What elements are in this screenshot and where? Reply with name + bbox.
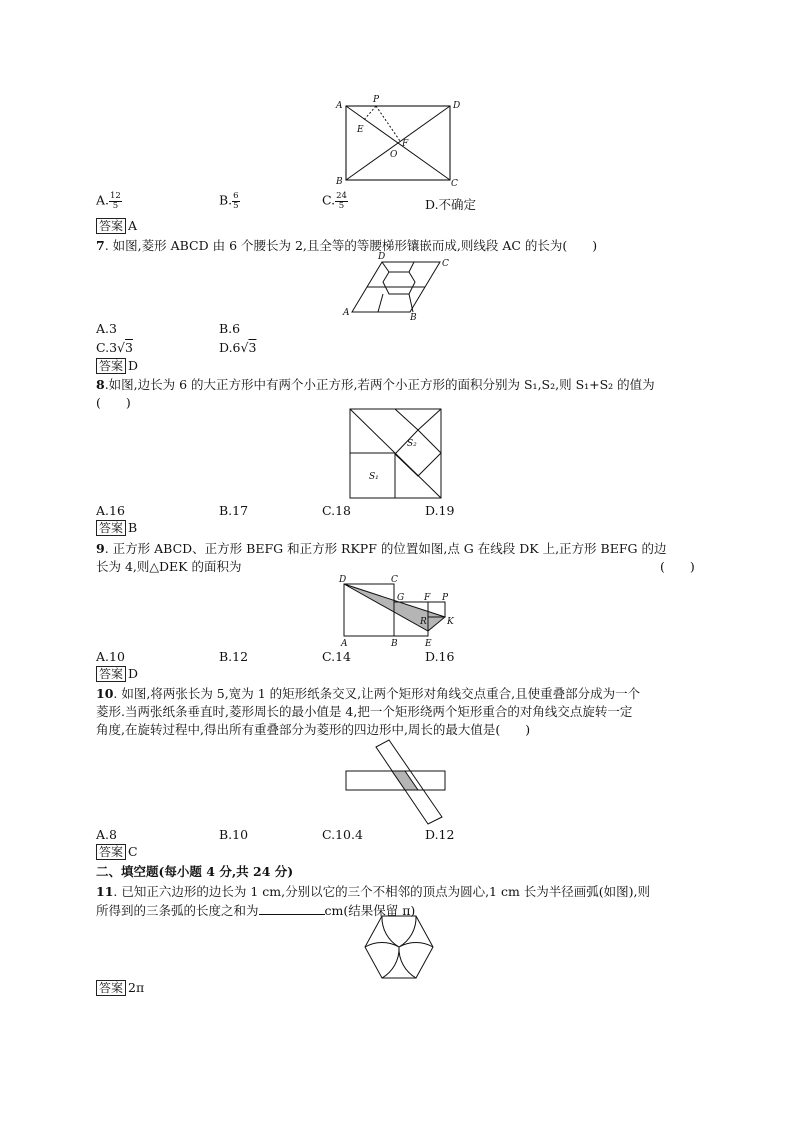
- q10-answer: 答案 C: [96, 844, 138, 859]
- answer-label: 答案: [96, 520, 126, 536]
- q11-stem: 11. 已知正六边形的边长为 1 cm,分别以它的三个不相邻的顶点为圆心,1 cm 长为半径画弧(如图),则: [96, 884, 651, 899]
- q8-figure: [349, 408, 444, 500]
- q7-option-b[interactable]: B.6: [219, 321, 241, 336]
- q7-option-c[interactable]: C.3√3: [96, 340, 133, 355]
- answer-label: 答案: [96, 844, 126, 860]
- q10-option-c[interactable]: C.10.4: [322, 827, 363, 842]
- label-C: C: [442, 259, 449, 269]
- label-R: R: [420, 617, 427, 627]
- label-B: B: [410, 313, 417, 323]
- q6-answer: 答案 A: [96, 218, 137, 233]
- label-B: B: [336, 177, 343, 187]
- section-heading: 二、填空题(每小题 4 分,共 24 分): [96, 864, 294, 879]
- q6-option-a[interactable]: A. $\frac{12}{5}$: [96, 191, 121, 211]
- q11-stem-line2: 所得到的三条弧的长度之和为 cm(结果保留 π): [96, 903, 416, 918]
- q9-answer: 答案 D: [96, 666, 138, 681]
- answer-blank[interactable]: [259, 903, 325, 915]
- q7-stem: 7. 如图,菱形 ABCD 由 6 个腰长为 2,且全等的等腰梯形镶嵌而成,则线段 AC 的长为( ): [96, 238, 598, 253]
- q6-option-b[interactable]: B. $\frac{6}{5}$: [219, 191, 239, 211]
- q9-figure: [335, 572, 465, 652]
- q10-option-d[interactable]: D.12: [425, 827, 455, 842]
- label-D: D: [378, 252, 386, 262]
- q10-figure: [345, 740, 447, 826]
- label-A: A: [336, 101, 343, 111]
- label-C: C: [451, 179, 458, 189]
- label-B: B: [391, 639, 398, 649]
- q11-figure: [362, 915, 436, 981]
- q8-paren: ( ): [96, 395, 131, 410]
- label-S2: S₂: [407, 439, 417, 449]
- q8-stem: 8.如图,边长为 6 的大正方形中有两个小正方形,若两个小正方形的面积分别为 S₁,S₂,则 S₁+S₂ 的值为: [96, 377, 655, 392]
- label-K: K: [447, 617, 454, 627]
- q8-option-a[interactable]: A.16: [96, 503, 125, 518]
- answer-label: 答案: [96, 218, 126, 234]
- q9-paren: ( ): [660, 559, 695, 574]
- q10-stem-line2: 菱形.当两张纸条垂直时,菱形周长的最小值是 4,把一个矩形绕两个矩形重合的对角线交点旋转一定: [96, 704, 633, 719]
- label-P: P: [442, 593, 449, 603]
- q8-option-c[interactable]: C.18: [322, 503, 351, 518]
- label-G: G: [397, 593, 405, 603]
- label-A: A: [343, 308, 350, 318]
- q11-answer: 答案 2π: [96, 980, 144, 995]
- label-C: C: [391, 575, 398, 585]
- q10-stem: 10. 如图,将两张长为 5,宽为 1 的矩形纸条交叉,让两个矩形对角线交点重合,且使重叠部分成为一个: [96, 686, 641, 701]
- answer-label: 答案: [96, 666, 126, 682]
- q9-option-d[interactable]: D.16: [425, 649, 455, 664]
- label-F: F: [402, 139, 409, 149]
- q10-option-b[interactable]: B.10: [219, 827, 249, 842]
- label-D: D: [453, 101, 461, 111]
- q10-option-a[interactable]: A.8: [96, 827, 117, 842]
- q8-option-b[interactable]: B.17: [219, 503, 249, 518]
- label-O: O: [390, 150, 398, 160]
- q9-option-a[interactable]: A.10: [96, 649, 125, 664]
- label-F: F: [424, 593, 431, 603]
- q6-option-c[interactable]: C. $\frac{24}{5}$: [322, 191, 347, 211]
- q10-stem-line3: 角度,在旋转过程中,得出所有重叠部分为菱形的四边形中,周长的最大值是( ): [96, 722, 531, 737]
- q9-option-b[interactable]: B.12: [219, 649, 249, 664]
- label-P: P: [373, 95, 380, 105]
- q7-option-a[interactable]: A.3: [96, 321, 117, 336]
- label-D: D: [339, 575, 347, 585]
- q9-stem-line2: 长为 4,则△DEK 的面积为: [96, 559, 242, 574]
- q6-option-d[interactable]: D.不确定: [425, 197, 477, 212]
- label-S1: S₁: [369, 472, 379, 482]
- label-A: A: [341, 639, 348, 649]
- q7-answer: 答案 D: [96, 358, 138, 373]
- label-E: E: [357, 125, 364, 135]
- answer-label: 答案: [96, 358, 126, 374]
- answer-label: 答案: [96, 980, 126, 996]
- q9-stem: 9. 正方形 ABCD、正方形 BEFG 和正方形 RKPF 的位置如图,点 G 在线段 DK 上,正方形 BEFG 的边: [96, 541, 667, 556]
- label-E: E: [425, 639, 432, 649]
- q8-answer: 答案 B: [96, 520, 137, 535]
- q8-option-d[interactable]: D.19: [425, 503, 455, 518]
- q9-option-c[interactable]: C.14: [322, 649, 351, 664]
- q6-figure: [330, 96, 470, 191]
- q7-figure: [340, 250, 460, 322]
- q7-option-d[interactable]: D.6√3: [219, 340, 257, 355]
